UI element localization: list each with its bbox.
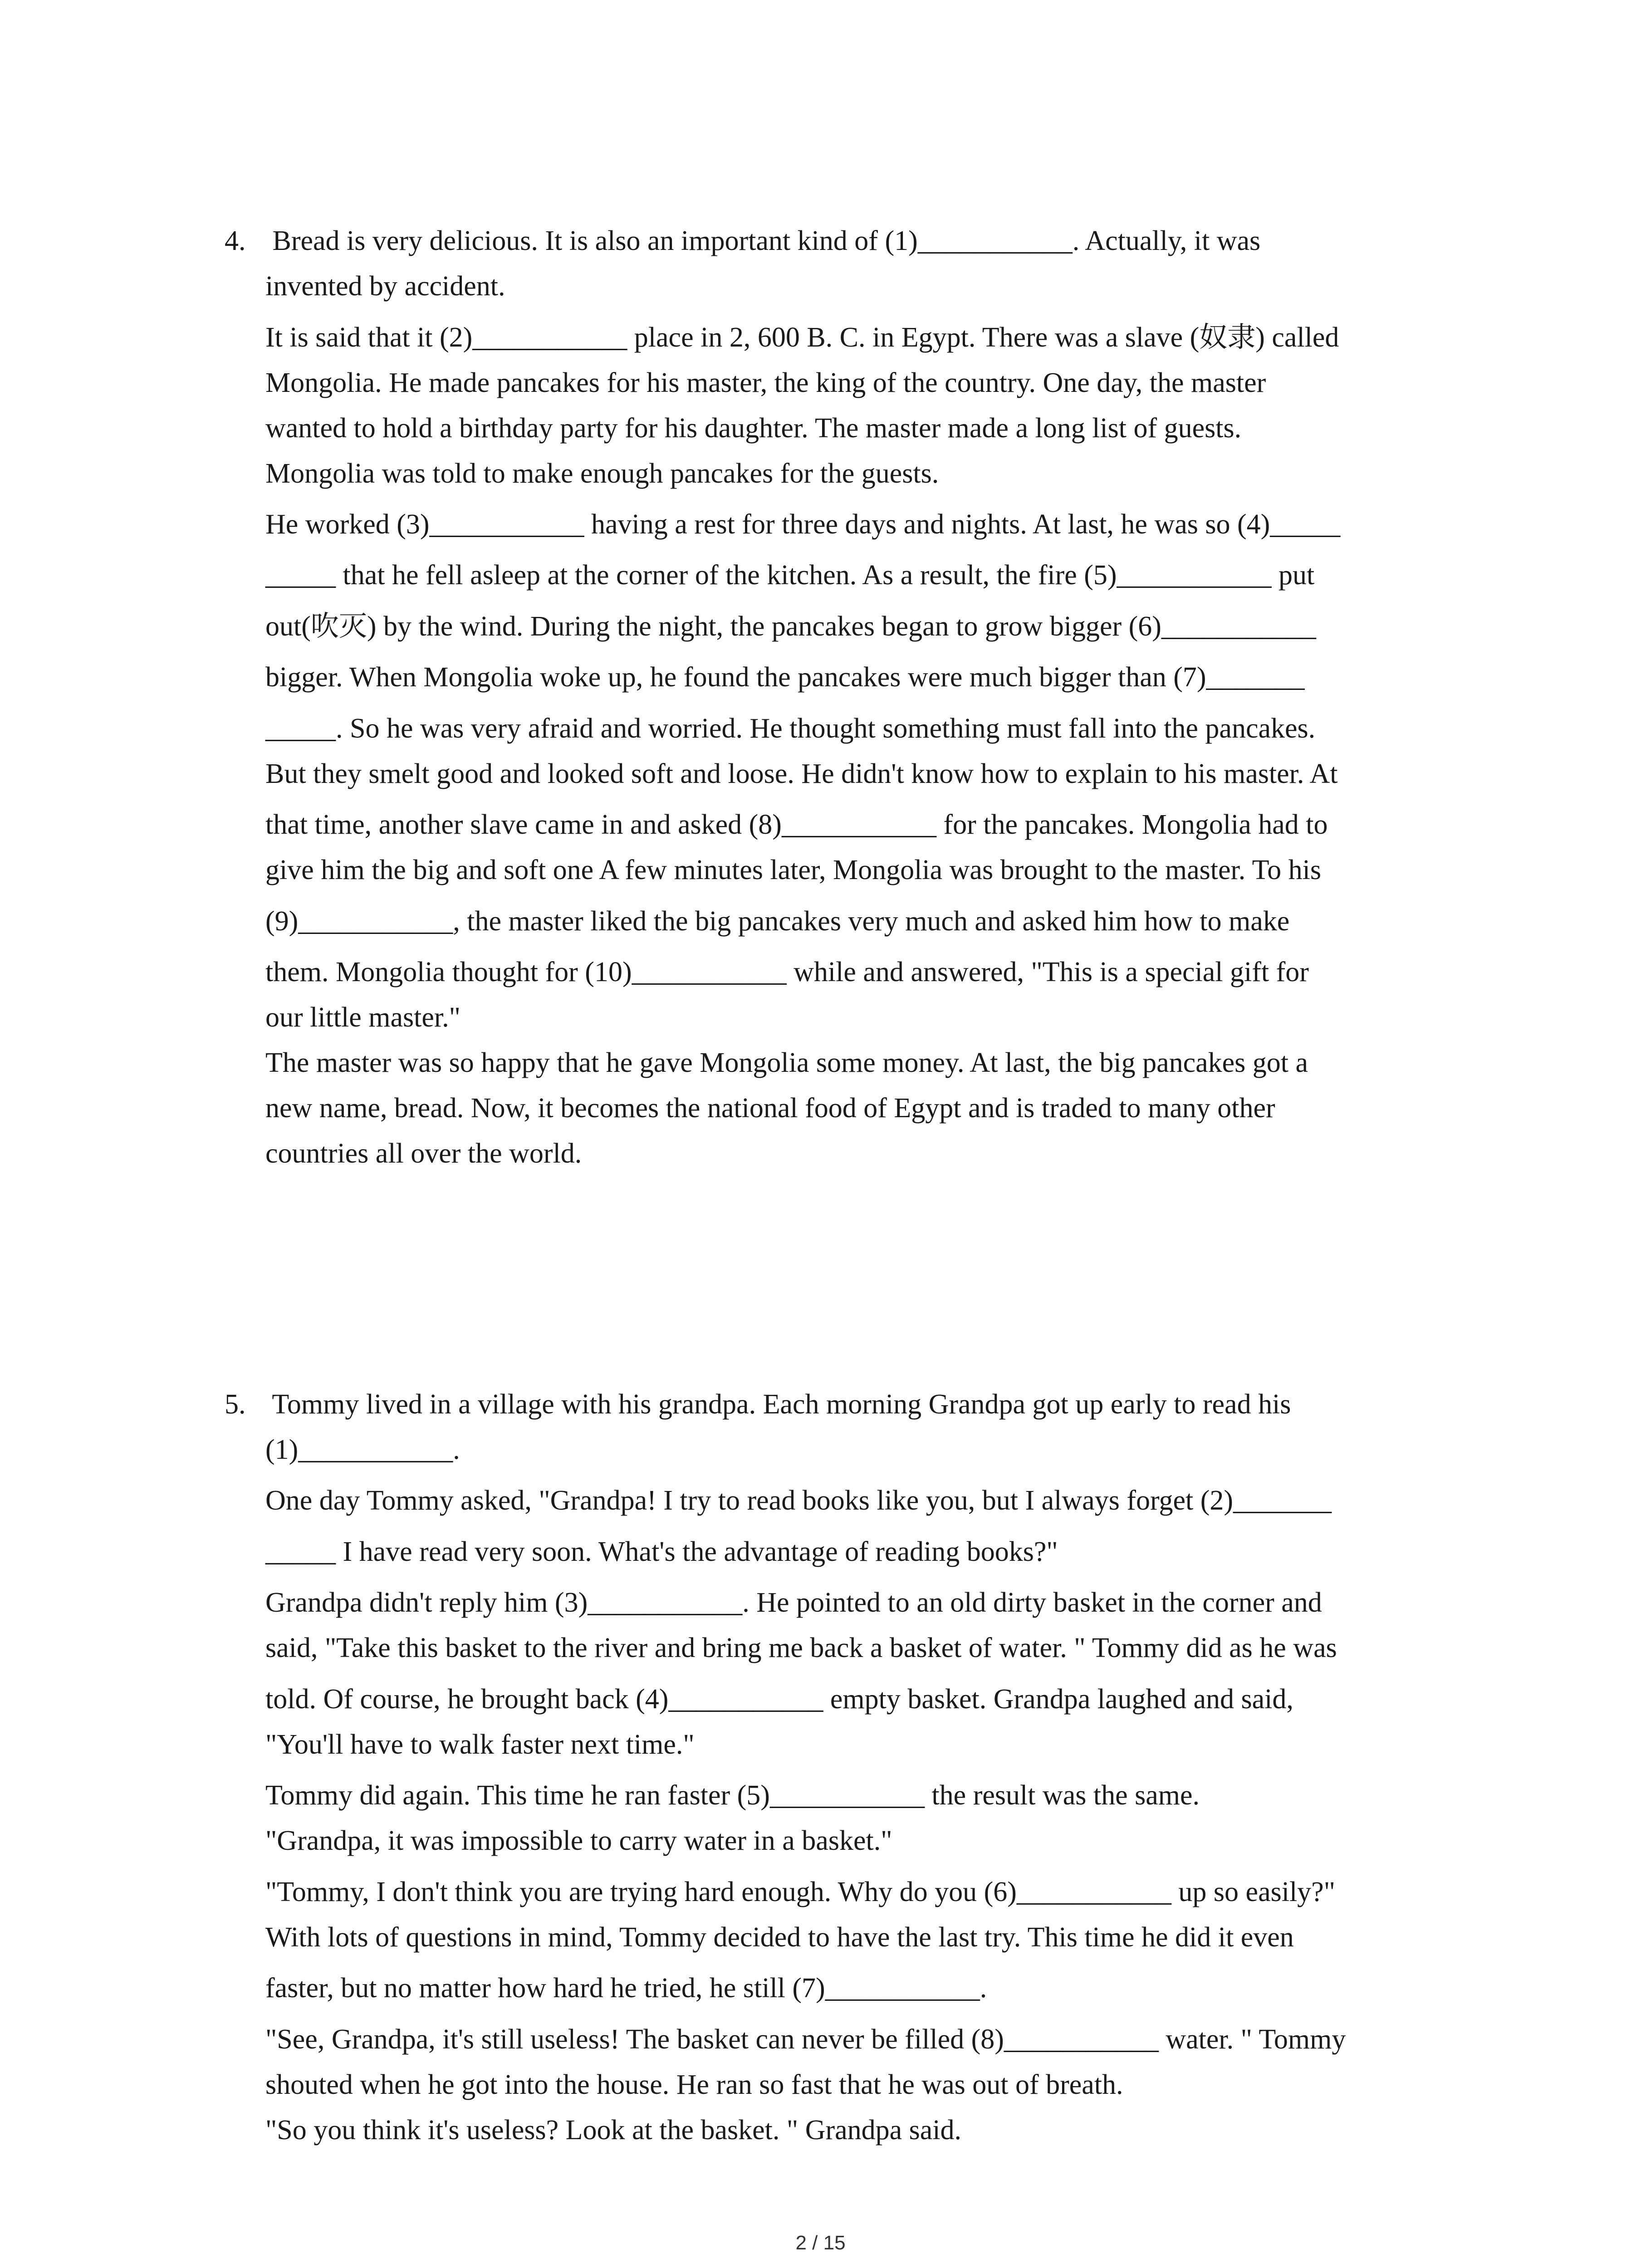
question-number: 4.	[225, 225, 246, 256]
passage-line: (9)___________, the master liked the big pancakes very much and asked him how to make	[265, 906, 1290, 937]
passage-line: Grandpa didn't reply him (3)___________. He pointed to an old dirty basket in the corner and	[265, 1587, 1322, 1618]
passage-line: The master was so happy that he gave Mongolia some money. At last, the big pancakes got a	[265, 1047, 1308, 1078]
passage-line: Tommy lived in a village with his grandpa. Each morning Grandpa got up early to read his	[265, 1389, 1291, 1420]
passage-line: Mongolia. He made pancakes for his master, the king of the country. One day, the master	[265, 367, 1266, 398]
passage-line: said, "Take this basket to the river and bring me back a basket of water. " Tommy did as he was	[265, 1633, 1337, 1663]
passage-line: bigger. When Mongolia woke up, he found the pancakes were much bigger than (7)_______	[265, 662, 1305, 693]
passage-line: wanted to hold a birthday party for his daughter. The master made a long list of guests.	[265, 413, 1242, 444]
passage-line: "So you think it's useless? Look at the basket. " Grandpa said.	[265, 2115, 962, 2146]
passage-line: shouted when he got into the house. He ran so fast that he was out of breath.	[265, 2069, 1123, 2100]
question-number: 5.	[225, 1389, 246, 1420]
passage-line: them. Mongolia thought for (10)___________ while and answered, "This is a special gift for	[265, 957, 1309, 987]
passage-line: give him the big and soft one A few minutes later, Mongolia was brought to the master. To his	[265, 855, 1322, 885]
passage-line: _____ I have read very soon. What's the advantage of reading books?"	[265, 1536, 1058, 1567]
passage-line: faster, but no matter how hard he tried, he still (7)___________.	[265, 1973, 987, 2004]
page-indicator: 2 / 15	[795, 2232, 846, 2254]
passage-line: Tommy did again. This time he ran faster (5)___________ the result was the same.	[265, 1780, 1200, 1811]
passage-line: Mongolia was told to make enough pancakes for the guests.	[265, 458, 939, 489]
passage-line: _____ that he fell asleep at the corner of the kitchen. As a result, the fire (5)___________ put	[265, 560, 1315, 591]
passage-line: new name, bread. Now, it becomes the national food of Egypt and is traded to many other	[265, 1093, 1275, 1124]
passage-line: out(吹灭) by the wind. During the night, the pancakes began to grow bigger (6)___________	[265, 611, 1316, 642]
passage-line: _____. So he was very afraid and worried. He thought something must fall into the pancakes.	[265, 713, 1316, 744]
passage-line: "See, Grandpa, it's still useless! The basket can never be filled (8)___________ water. " Tommy	[265, 2024, 1346, 2055]
passage-line: He worked (3)___________ having a rest for three days and nights. At last, he was so (4)_____	[265, 509, 1341, 540]
passage-line: invented by accident.	[265, 271, 505, 302]
passage-line: (1)___________.	[265, 1434, 460, 1465]
passage-line: countries all over the world.	[265, 1138, 582, 1169]
passage-line: that time, another slave came in and asked (8)___________ for the pancakes. Mongolia had to	[265, 809, 1328, 840]
passage-line: Bread is very delicious. It is also an important kind of (1)___________. Actually, it was	[265, 225, 1261, 256]
passage-line: told. Of course, he brought back (4)___________ empty basket. Grandpa laughed and said,	[265, 1684, 1293, 1715]
passage-line: With lots of questions in mind, Tommy decided to have the last try. This time he did it even	[265, 1922, 1294, 1953]
passage-line: "Grandpa, it was impossible to carry water in a basket."	[265, 1825, 892, 1856]
passage-line: It is said that it (2)___________ place in 2, 600 B. C. in Egypt. There was a slave (奴隶) called	[265, 322, 1339, 353]
passage-line: "Tommy, I don't think you are trying hard enough. Why do you (6)___________ up so easily?"	[265, 1877, 1335, 1907]
passage-line: "You'll have to walk faster next time."	[265, 1729, 695, 1760]
passage-line: our little master."	[265, 1002, 460, 1033]
passage-line: But they smelt good and looked soft and loose. He didn't know how to explain to his master. At	[265, 758, 1338, 789]
passage-line: One day Tommy asked, "Grandpa! I try to read books like you, but I always forget (2)_______	[265, 1485, 1332, 1516]
